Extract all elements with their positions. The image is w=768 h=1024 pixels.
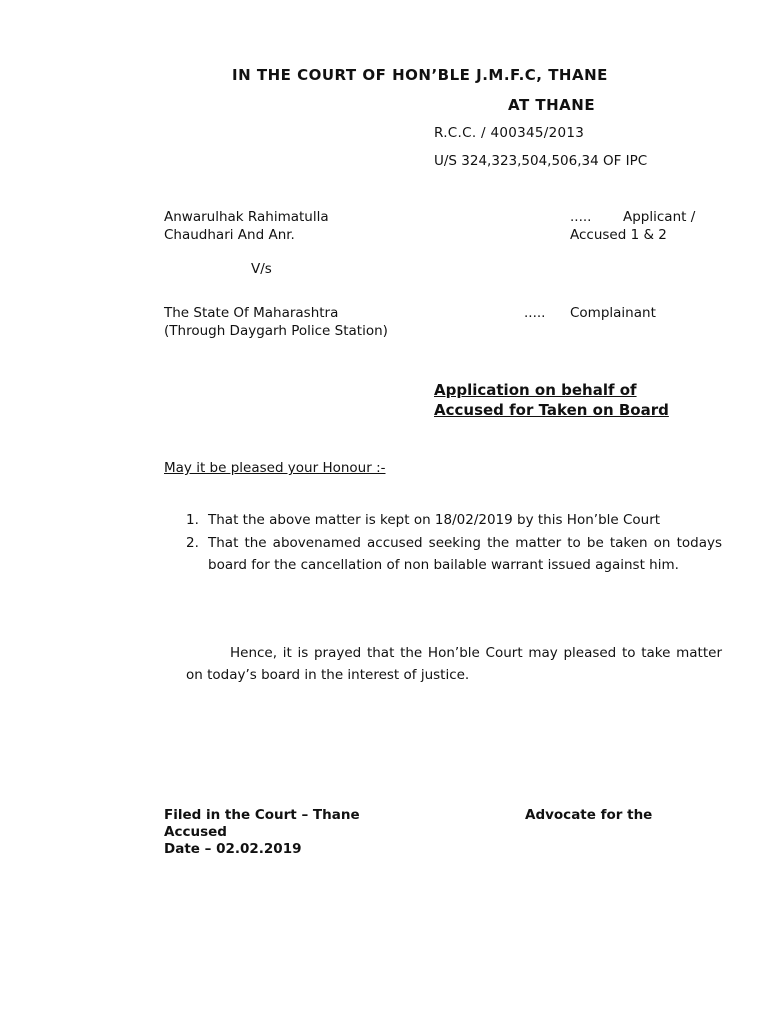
- salutation: May it be pleased your Honour :-: [164, 460, 386, 476]
- court-heading: IN THE COURT OF HON’BLE J.M.F.C, THANE: [232, 66, 608, 84]
- application-title-line-2: Accused for Taken on Board: [434, 401, 669, 419]
- complainant-dots: .....: [524, 305, 546, 321]
- application-title-line-1: Application on behalf of: [434, 381, 637, 399]
- case-number: R.C.C. / 400345/2013: [434, 125, 585, 141]
- points-list: [186, 509, 722, 577]
- applicant-name-line-1: Anwarulhak Rahimatulla: [164, 209, 329, 225]
- applicant-role-line-2: Accused 1 & 2: [570, 227, 667, 243]
- ipc-sections: U/S 324,323,504,506,34 OF IPC: [434, 153, 648, 169]
- complainant-name-line-2: (Through Daygarh Police Station): [164, 323, 388, 339]
- advocate-label: Advocate for the: [525, 807, 653, 823]
- point-number: 2.: [186, 534, 199, 551]
- versus-label: V/s: [251, 261, 272, 277]
- point-number: 1.: [186, 512, 199, 528]
- applicant-name-line-2: Chaudhari And Anr.: [164, 227, 295, 243]
- list-item: [186, 509, 722, 532]
- complainant-role: Complainant: [570, 305, 656, 321]
- filing-date: Date – 02.02.2019: [164, 841, 302, 857]
- applicant-dots: .....: [570, 209, 592, 225]
- court-location: AT THANE: [508, 96, 596, 114]
- applicant-role-line-1: Applicant /: [623, 209, 696, 225]
- accused-label: Accused: [164, 824, 227, 840]
- complainant-name-line-1: The State Of Maharashtra: [164, 305, 339, 321]
- filed-in-court: Filed in the Court – Thane: [164, 807, 360, 823]
- prayer-paragraph: Hence, it is prayed that the Hon’ble Court may pleased to take matter on today’s board in the interest of justice.: [186, 645, 722, 683]
- point-text: That the abovenamed accused seeking the matter to be taken on todays board for the cancellation of non bailable warrant issued against him.: [208, 534, 722, 573]
- list-item: [186, 532, 722, 577]
- point-text: That the above matter is kept on 18/02/2019 by this Hon’ble Court: [208, 512, 661, 528]
